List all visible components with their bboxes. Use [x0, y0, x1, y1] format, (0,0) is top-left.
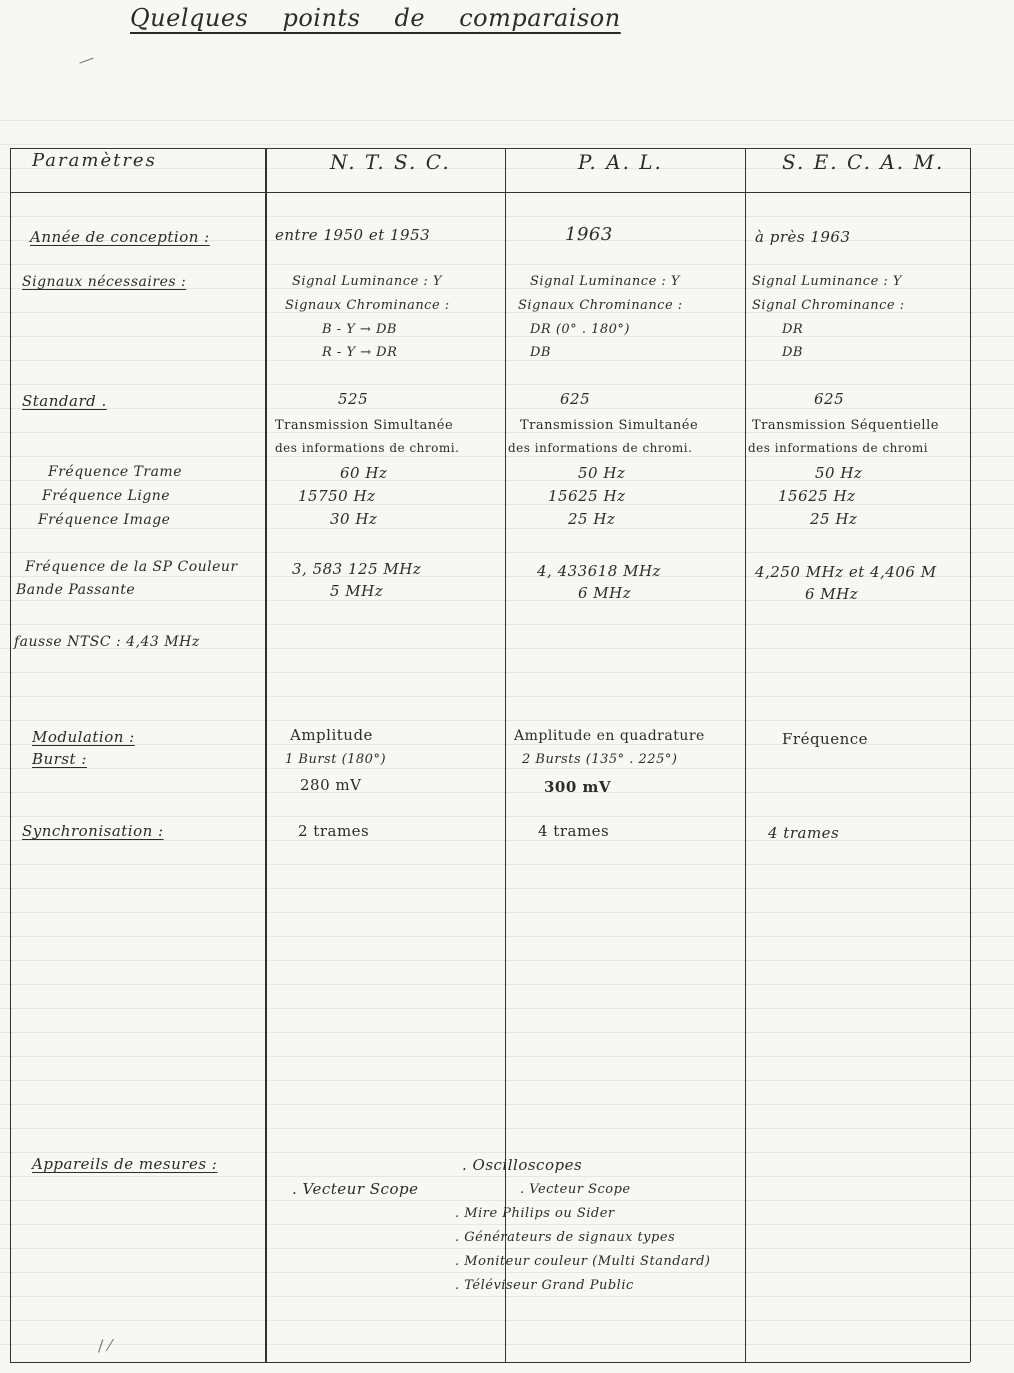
cell-signaux-ntsc-1: Signal Luminance : Y	[292, 274, 442, 289]
paper-rule-line	[0, 1056, 1014, 1057]
table-header-border	[10, 192, 970, 193]
paper-rule-line	[0, 1320, 1014, 1321]
label-frequence-image: Fréquence Image	[38, 512, 171, 528]
label-signaux: Signaux nécessaires :	[22, 274, 187, 290]
paper-rule-line	[0, 456, 1014, 457]
cell-standard-ntsc-info: des informations de chromi.	[275, 441, 460, 455]
label-frequence-ligne: Fréquence Ligne	[42, 488, 171, 504]
page-title: Quelques points de comparaison	[130, 4, 621, 32]
cell-sp-secam: 4,250 MHz et 4,406 M	[755, 563, 937, 581]
paper-rule-line	[0, 1248, 1014, 1249]
cell-modulation-secam: Fréquence	[782, 730, 869, 748]
paper-rule-line	[0, 888, 1014, 889]
paper-rule-line	[0, 384, 1014, 385]
paper-rule-line	[0, 120, 1014, 121]
cell-ligne-ntsc: 15750 Hz	[298, 487, 376, 505]
cell-signaux-pal-1: Signal Luminance : Y	[530, 274, 680, 289]
paper-rule-line	[0, 528, 1014, 529]
paper-rule-line	[0, 1272, 1014, 1273]
cell-signaux-secam-4: DB	[782, 345, 803, 360]
note-fausse-ntsc: fausse NTSC : 4,43 MHz	[14, 634, 200, 650]
cell-image-secam: 25 Hz	[810, 510, 858, 528]
paper-rule-line	[0, 1032, 1014, 1033]
cell-standard-pal-lignes: 625	[560, 390, 591, 408]
cell-ligne-secam: 15625 Hz	[778, 487, 856, 505]
paper-rule-line	[0, 792, 1014, 793]
label-modulation: Modulation :	[32, 728, 135, 746]
cell-burst-amplitude-pal: 300 mV	[544, 778, 612, 796]
cell-bp-secam: 6 MHz	[805, 585, 859, 603]
item-televiseur: . Téléviseur Grand Public	[455, 1278, 634, 1293]
label-frequence-sp-couleur: Fréquence de la SP Couleur	[25, 559, 238, 575]
paper-rule-line	[0, 864, 1014, 865]
item-generateurs: . Générateurs de signaux types	[455, 1230, 676, 1245]
cell-standard-ntsc-lignes: 525	[338, 390, 369, 408]
table-right-border	[970, 148, 971, 1362]
header-pal: P. A. L.	[578, 150, 663, 174]
cell-synchro-secam: 4 trames	[768, 824, 840, 842]
paper-rule-line	[0, 600, 1014, 601]
cell-trame-ntsc: 60 Hz	[340, 464, 388, 482]
cell-standard-secam-info: des informations de chromi	[748, 441, 929, 455]
column-divider-1	[265, 148, 267, 1362]
cell-annee-secam: à près 1963	[755, 228, 851, 246]
cell-standard-pal-info: des informations de chromi.	[508, 441, 693, 455]
paper-rule-line	[0, 1104, 1014, 1105]
header-ntsc: N. T. S. C.	[330, 150, 451, 174]
header-secam: S. E. C. A. M.	[782, 150, 945, 174]
pen-mark-bottom: / ⁄	[98, 1336, 112, 1355]
paper-rule-line	[0, 408, 1014, 409]
paper-rule-line	[0, 696, 1014, 697]
cell-signaux-ntsc-2: Signaux Chrominance :	[285, 298, 450, 313]
cell-standard-pal-transmission: Transmission Simultanée	[520, 418, 699, 433]
cell-signaux-secam-1: Signal Luminance : Y	[752, 274, 902, 289]
column-divider-2	[505, 148, 506, 1362]
item-mire: . Mire Philips ou Sider	[455, 1206, 615, 1221]
cell-bp-pal: 6 MHz	[578, 584, 632, 602]
label-appareils: Appareils de mesures :	[32, 1155, 218, 1173]
paper-rule-line	[0, 672, 1014, 673]
item-vecteur-scope-ntsc: . Vecteur Scope	[292, 1180, 419, 1198]
cell-trame-pal: 50 Hz	[578, 464, 626, 482]
paper-rule-line	[0, 216, 1014, 217]
cell-standard-ntsc-transmission: Transmission Simultanée	[275, 418, 454, 433]
cell-burst-amplitude-ntsc: 280 mV	[300, 776, 362, 794]
column-divider-3	[745, 148, 746, 1362]
cell-signaux-pal-4: DB	[530, 345, 551, 360]
label-burst: Burst :	[32, 750, 87, 768]
paper-rule-line	[0, 960, 1014, 961]
cell-bp-ntsc: 5 MHz	[330, 582, 384, 600]
item-vecteur-scope: . Vecteur Scope	[520, 1182, 631, 1197]
paper-rule-line	[0, 360, 1014, 361]
paper-rule-line	[0, 768, 1014, 769]
table-top-border	[10, 148, 970, 149]
label-annee: Année de conception :	[30, 228, 210, 246]
paper-rule-line	[0, 1200, 1014, 1201]
cell-signaux-secam-2: Signal Chrominance :	[752, 298, 905, 313]
paper-rule-line	[0, 912, 1014, 913]
paper-rule-line	[0, 264, 1014, 265]
cell-signaux-ntsc-4: R - Y → DR	[322, 345, 398, 360]
cell-annee-ntsc: entre 1950 et 1953	[275, 226, 431, 244]
paper-rule-line	[0, 1152, 1014, 1153]
label-standard: Standard .	[22, 392, 107, 410]
pen-mark: —	[75, 47, 97, 72]
paper-rule-line	[0, 336, 1014, 337]
paper-rule-line	[0, 624, 1014, 625]
label-synchronisation: Synchronisation :	[22, 822, 164, 840]
cell-image-pal: 25 Hz	[568, 510, 616, 528]
cell-signaux-ntsc-3: B - Y → DB	[322, 322, 397, 337]
paper-rule-line	[0, 816, 1014, 817]
paper-rule-line	[0, 984, 1014, 985]
paper-rule-line	[0, 1296, 1014, 1297]
cell-standard-secam-transmission: Transmission Séquentielle	[752, 418, 939, 433]
cell-standard-secam-lignes: 625	[814, 390, 845, 408]
cell-synchro-pal: 4 trames	[538, 822, 610, 840]
cell-signaux-pal-3: DR (0° . 180°)	[530, 322, 630, 337]
paper-rule-line	[0, 1176, 1014, 1177]
header-parametres: Paramètres	[32, 150, 157, 171]
paper-rule-line	[0, 1080, 1014, 1081]
cell-signaux-pal-2: Signaux Chrominance :	[518, 298, 683, 313]
cell-annee-pal: 1963	[565, 224, 613, 245]
item-moniteur: . Moniteur couleur (Multi Standard)	[455, 1254, 711, 1269]
cell-image-ntsc: 30 Hz	[330, 510, 378, 528]
paper-rule-line	[0, 1344, 1014, 1345]
cell-trame-secam: 50 Hz	[815, 464, 863, 482]
paper-rule-line	[0, 840, 1014, 841]
cell-signaux-secam-3: DR	[782, 322, 804, 337]
paper-rule-line	[0, 1224, 1014, 1225]
paper-rule-line	[0, 144, 1014, 145]
paper-rule-line	[0, 936, 1014, 937]
cell-synchro-ntsc: 2 trames	[298, 822, 370, 840]
cell-ligne-pal: 15625 Hz	[548, 487, 626, 505]
paper-rule-line	[0, 504, 1014, 505]
cell-sp-ntsc: 3, 583 125 MHz	[292, 560, 422, 578]
paper-rule-line	[0, 1008, 1014, 1009]
paper-rule-line	[0, 720, 1014, 721]
paper-rule-line	[0, 1128, 1014, 1129]
cell-sp-pal: 4, 433618 MHz	[537, 562, 661, 580]
cell-modulation-pal: Amplitude en quadrature	[514, 728, 705, 744]
cell-burst-pal: 2 Bursts (135° . 225°)	[522, 752, 678, 767]
cell-modulation-ntsc: Amplitude	[290, 726, 373, 744]
table-left-border	[10, 148, 11, 1362]
label-frequence-trame: Fréquence Trame	[48, 464, 182, 480]
table-bottom-border	[10, 1362, 970, 1363]
cell-burst-ntsc: 1 Burst (180°)	[285, 752, 387, 767]
paper-rule-line	[0, 552, 1014, 553]
item-oscilloscopes: . Oscilloscopes	[462, 1156, 583, 1174]
label-bande-passante: Bande Passante	[16, 582, 136, 598]
